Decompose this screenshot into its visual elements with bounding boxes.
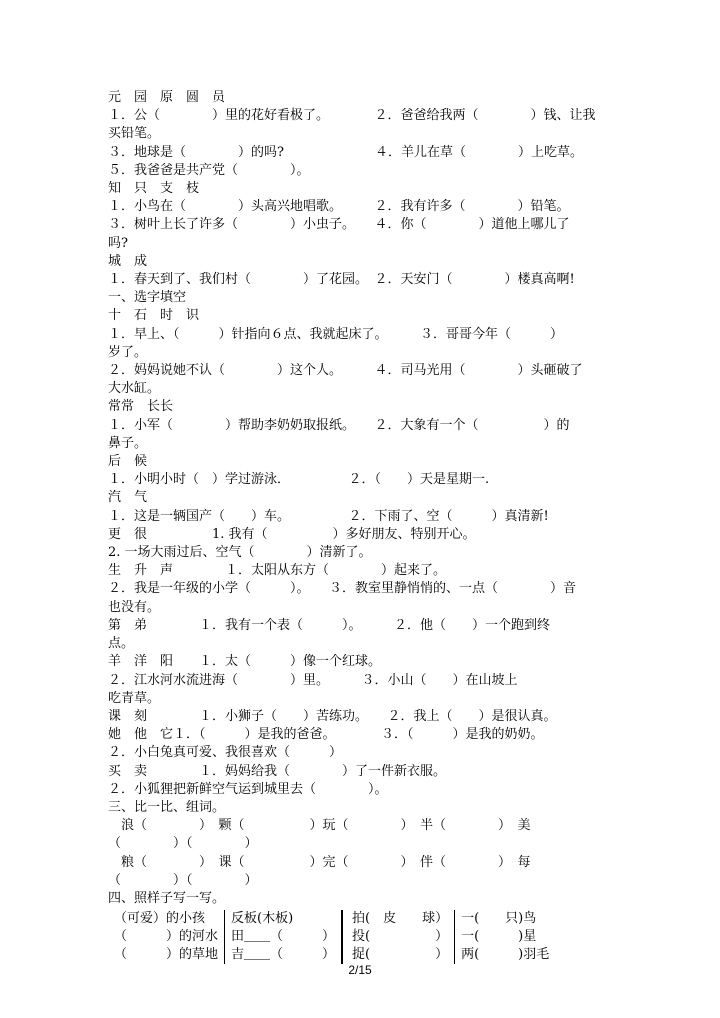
table-cell: （可爱）的小孩 xyxy=(114,911,206,927)
text-line: １．这是一辆国产（ ）车。 ２．下雨了、空（ ）真清新! xyxy=(108,508,549,524)
text-line: 鼻子。 xyxy=(108,435,148,451)
text-line: 生 升 声 １．太阳从东方（ ）起来了。 xyxy=(108,563,447,579)
text-line: １．春天到了、我们村（ ）了花园。 ２．天安门（ ）楼真高啊! xyxy=(108,272,575,288)
text-line: （ ）（ ） xyxy=(108,872,258,888)
text-line: 买铅笔。 xyxy=(108,126,161,142)
copy-example-table xyxy=(108,910,618,964)
text-line: 2. 一场大雨过后、空气（ ）清新了。 xyxy=(108,545,372,561)
text-line: 课 刻 １．小狮子（ ）苦练功。 ２．我上（ ）是很认真。 xyxy=(108,708,557,724)
table-row xyxy=(108,910,555,928)
text-line: 买 卖 １．妈妈给我（ ）了一件新衣服。 xyxy=(108,763,447,779)
table-cell: 捉( ） xyxy=(352,947,449,963)
text-line: 吗? xyxy=(108,235,128,251)
text-line: 岁了。 xyxy=(108,344,148,360)
table-row xyxy=(108,946,555,964)
text-line: 一、选字填空 xyxy=(108,290,187,306)
text-line: １．小明小时（ ）学过游泳． ２．（ ）天是星期一. xyxy=(108,472,490,488)
text-line: ３．树叶上长了许多（ ）小虫子。 ４．你（ ）道他上哪儿了 xyxy=(108,217,570,233)
text-line: 汽 气 xyxy=(108,490,148,506)
table-cell: （ ）的草地 xyxy=(114,947,219,963)
text-line: ５．我爸爸是共产党（ ）。 xyxy=(108,162,310,178)
text-line: 十 石 时 识 xyxy=(108,308,200,324)
text-line: １．公（ ）里的花好看极了。 ２．爸爸给我两（ ）钱、让我 xyxy=(108,108,596,124)
table-cell: 拍( 皮 球） xyxy=(352,911,449,927)
text-line: 常常 长长 xyxy=(108,399,174,415)
text-line: ２．小狐狸把新鲜空气运到城里去（ ）。 xyxy=(108,781,388,797)
table-cell: 一( )星 xyxy=(461,929,537,945)
text-line: １．早上、（ ）针指向６点、我就起床了。 ３．哥哥今年（ ） xyxy=(108,326,564,342)
text-line: 吃青草。 xyxy=(108,690,161,706)
worksheet-body xyxy=(108,89,618,964)
text-line: 点。 xyxy=(108,636,135,652)
table-cell: 一( 只)鸟 xyxy=(461,911,537,927)
text-line: 粮（ ） 课（ ）完（ ） 伴（ ） 每 xyxy=(108,854,531,870)
page-number: 2/15 xyxy=(348,963,372,977)
text-line: 也没有。 xyxy=(108,599,161,615)
text-line: 四、照样子写一写。 xyxy=(108,890,226,906)
table-cell: 吉＿＿（ ） xyxy=(231,947,336,963)
text-line: 知 只 支 枝 xyxy=(108,181,200,197)
text-line: ２．妈妈说她不认（ ）这个人。 ４．司马光用（ ）头砸破了 xyxy=(108,363,583,379)
text-line: １．小鸟在（ ）头高兴地唱歌。 ２．我有许多（ ）铅笔。 xyxy=(108,199,570,215)
text-line: ３．地球是（ ）的吗? ４．羊儿在草（ ）上吃草。 xyxy=(108,144,583,160)
text-line: 第 弟 １．我有一个表（ ）。 ２．他（ ）一个跑到终 xyxy=(108,617,551,633)
table-cell: 投( ） xyxy=(352,929,449,945)
text-line: （ ）（ ） xyxy=(108,836,258,852)
text-line: １．小军（ ）帮助李奶奶取报纸。 ２．大象有一个（ ）的 xyxy=(108,417,570,433)
text-line: 大水缸。 xyxy=(108,381,161,397)
text-line: 元 园 原 圆 员 xyxy=(108,90,226,105)
text-line: 羊 洋 阳 １．太（ ）像一个红球。 xyxy=(108,654,382,670)
table-row xyxy=(108,928,555,946)
text-line: ２．我是一年级的小学（ ）。 ３．教室里静悄悄的、一点（ ）音 xyxy=(108,581,577,597)
text-line: 城 成 xyxy=(108,253,148,269)
table-cell: （ ）的河水 xyxy=(114,929,219,945)
table-cell: 两( )羽毛 xyxy=(461,947,550,963)
text-line: ２．小白兔真可爱、我很喜欢（ ） xyxy=(108,745,343,761)
text-line: 后 候 xyxy=(108,454,148,470)
table-cell: 反板(木板) xyxy=(231,911,294,927)
table-cell: 田＿＿（ ） xyxy=(231,929,336,945)
text-line: 更 很 1. 我有（ ）多好朋友、特别开心。 xyxy=(108,526,476,542)
text-line: 浪（ ） 颗（ ）玩（ ） 半（ ） 美 xyxy=(108,818,531,834)
text-line: 三、比一比、组词。 xyxy=(108,799,226,815)
exercise-lines xyxy=(108,89,618,908)
text-line: 她 他 它１．（ ）是我的爸爸。 ３．（ ）是我的奶奶。 xyxy=(108,727,544,743)
text-line: ２．江水河水流进海（ ）里。 ３．小山（ ）在山坡上 xyxy=(108,672,518,688)
